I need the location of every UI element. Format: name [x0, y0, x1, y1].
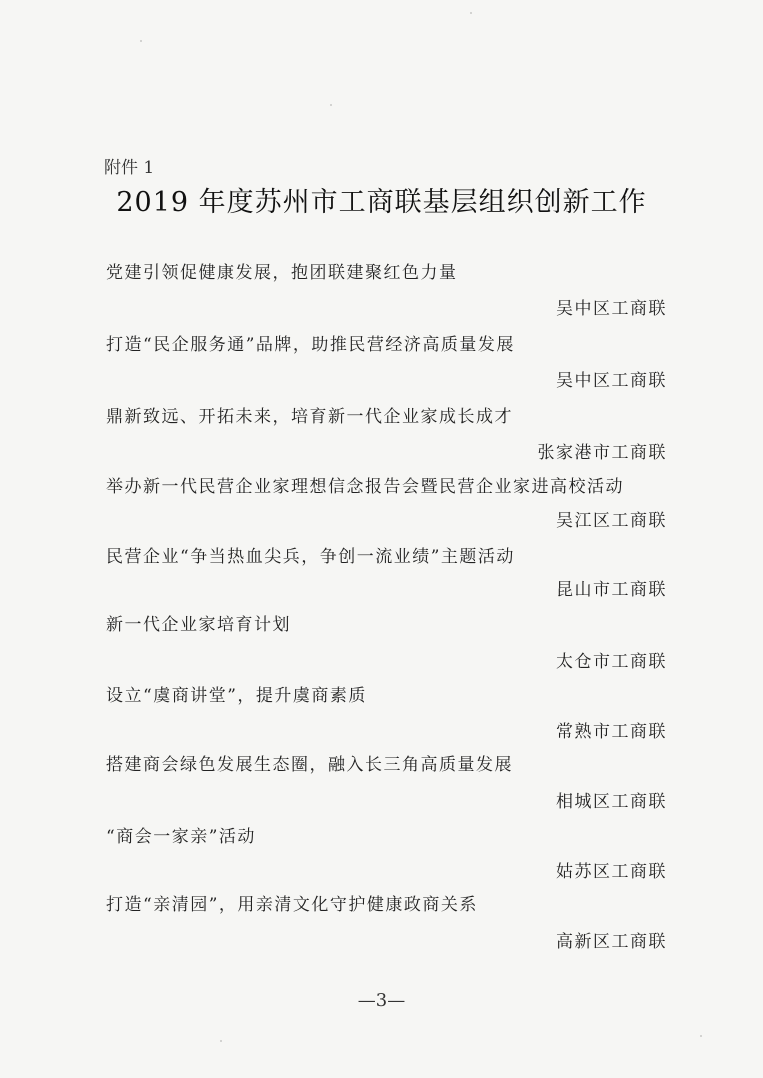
entry-title: 搭建商会绿色发展生态圈，融入长三角高质量发展 [106, 755, 513, 775]
entry-org: 吴中区工商联 [556, 371, 667, 391]
entry-org: 昆山市工商联 [556, 580, 667, 600]
document-title: 2019 年度苏州市工商联基层组织创新工作 [116, 187, 647, 218]
entry-title: 鼎新致远、开拓未来，培育新一代企业家成长成才 [106, 407, 513, 427]
entry-title: 民营企业“争当热血尖兵，争创一流业绩”主题活动 [106, 547, 515, 567]
page-number: —3— [357, 990, 406, 1011]
entry-org: 高新区工商联 [556, 932, 667, 952]
entry-title: 打造“民企服务通”品牌，助推民营经济高质量发展 [106, 335, 515, 355]
entry-org: 张家港市工商联 [537, 443, 667, 463]
entry-org: 姑苏区工商联 [556, 862, 667, 882]
entry-org: 太仓市工商联 [556, 652, 667, 672]
entry-title: 举办新一代民营企业家理想信念报告会暨民营企业家进高校活动 [106, 477, 624, 497]
entry-title: 新一代企业家培育计划 [106, 615, 291, 635]
scan-speck [140, 40, 142, 42]
entry-org: 相城区工商联 [556, 792, 667, 812]
entry-title: 打造“亲清园”，用亲清文化守护健康政商关系 [106, 895, 478, 915]
entry-org: 吴江区工商联 [556, 511, 667, 531]
attachment-label: 附件 1 [104, 158, 155, 178]
entry-title: 党建引领促健康发展，抱团联建聚红色力量 [106, 263, 458, 283]
entry-title: 设立“虞商讲堂”，提升虞商素质 [106, 686, 367, 706]
scan-speck [700, 1035, 702, 1037]
scan-speck [330, 104, 332, 106]
entry-org: 常熟市工商联 [556, 722, 667, 742]
scan-speck [220, 1040, 222, 1042]
entry-title: “商会一家亲”活动 [106, 827, 256, 847]
scan-speck [470, 12, 472, 14]
entry-org: 吴中区工商联 [556, 299, 667, 319]
